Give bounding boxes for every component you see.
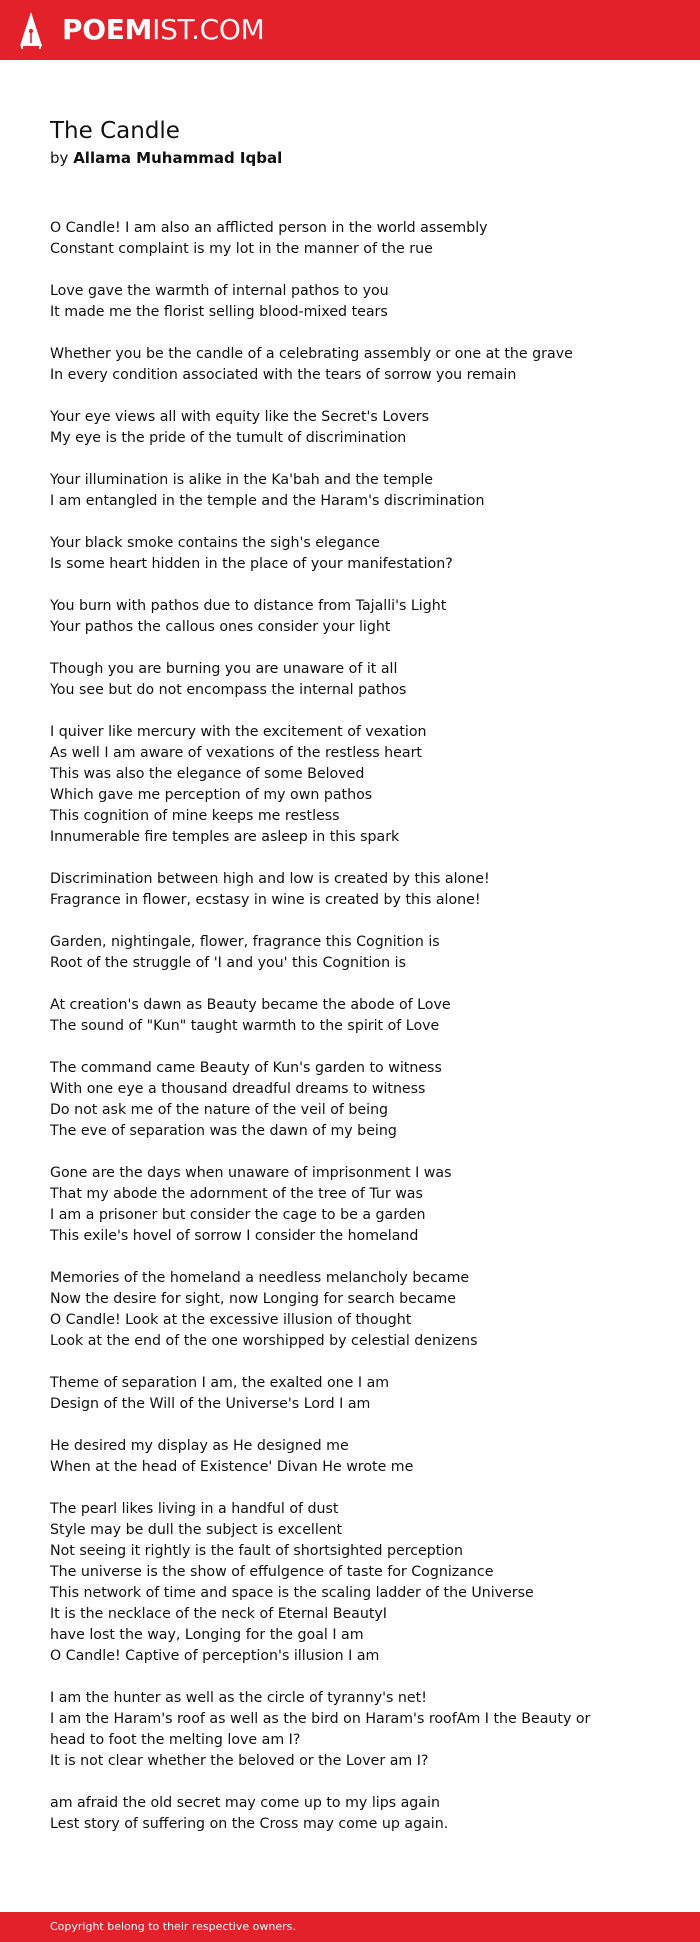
poem-stanza — [50, 407, 650, 449]
poem-line: I quiver like mercury with the excitement of vexation — [50, 724, 427, 740]
poem-line: head to foot the melting love am I? — [50, 1732, 301, 1748]
poem-stanza — [50, 1793, 650, 1835]
poem-line: He desired my display as He designed me — [50, 1438, 349, 1454]
poem-line: The pearl likes living in a handful of dust — [50, 1501, 339, 1517]
poem-line: Do not ask me of the nature of the veil of being — [50, 1102, 389, 1118]
poem-line: O Candle! I am also an afflicted person in the world assembly — [50, 220, 488, 236]
poem-stanza — [50, 1058, 650, 1142]
logo-light-text: IST.COM — [152, 13, 265, 46]
poem-line: The universe is the show of effulgence of taste for Cognizance — [50, 1564, 494, 1580]
poem-stanza — [50, 1163, 650, 1247]
poem-stanza — [50, 218, 650, 260]
poem-stanza — [50, 281, 650, 323]
poem-line: Innumerable fire temples are asleep in this spark — [50, 829, 400, 845]
copyright-text: Copyright belong to their respective owners. — [50, 1920, 296, 1933]
poem-stanza — [50, 659, 650, 701]
poem-line: Memories of the homeland a needless melancholy became — [50, 1270, 470, 1286]
poem-line: Fragrance in flower, ecstasy in wine is created by this alone! — [50, 892, 481, 908]
poem-stanza — [50, 1499, 650, 1667]
poem-title: The Candle — [50, 118, 180, 144]
poem-line: Look at the end of the one worshipped by celestial denizens — [50, 1333, 478, 1349]
poem-line: In every condition associated with the tears of sorrow you remain — [50, 367, 517, 383]
poem-line: Style may be dull the subject is excellent — [50, 1522, 343, 1538]
poem-stanza — [50, 596, 650, 638]
poem-stanza — [50, 344, 650, 386]
pen-nib-icon[interactable] — [18, 10, 44, 50]
poem-line: It is the necklace of the neck of Eternal BeautyI — [50, 1606, 387, 1622]
poem-line: At creation's dawn as Beauty became the abode of Love — [50, 997, 451, 1013]
poem-line: Gone are the days when unaware of imprisonment I was — [50, 1165, 452, 1181]
poem-line: The sound of "Kun" taught warmth to the spirit of Love — [50, 1018, 440, 1034]
poem-line: Is some heart hidden in the place of your manifestation? — [50, 556, 453, 572]
poem-line: Design of the Will of the Universe's Lord I am — [50, 1396, 371, 1412]
poem-line: Now the desire for sight, now Longing for search became — [50, 1291, 456, 1307]
poem-line: Your eye views all with equity like the Secret's Lovers — [50, 409, 430, 425]
poem-line: I am the hunter as well as the circle of tyranny's net! — [50, 1690, 427, 1706]
poem-line: When at the head of Existence' Divan He wrote me — [50, 1459, 414, 1475]
poem-line: This was also the elegance of some Beloved — [50, 766, 365, 782]
poem-line: Lest story of suffering on the Cross may come up again. — [50, 1816, 449, 1832]
poem-body — [50, 218, 650, 1856]
poem-stanza — [50, 932, 650, 974]
poem-line: am afraid the old secret may come up to my lips again — [50, 1795, 440, 1811]
site-logo[interactable] — [62, 13, 265, 47]
poem-line: This cognition of mine keeps me restless — [50, 808, 340, 824]
poem-line: Which gave me perception of my own pathos — [50, 787, 373, 803]
site-header — [0, 0, 700, 60]
poem-line: I am a prisoner but consider the cage to be a garden — [50, 1207, 426, 1223]
poem-line: Your pathos the callous ones consider your light — [50, 619, 391, 635]
poem-stanza — [50, 1688, 650, 1772]
by-label: by — [50, 149, 69, 167]
poem-line: Not seeing it rightly is the fault of shortsighted perception — [50, 1543, 463, 1559]
poem-stanza — [50, 1436, 650, 1478]
poem-line: I am the Haram's roof as well as the bird on Haram's roofAm I the Beauty or — [50, 1711, 591, 1727]
byline — [50, 148, 282, 168]
poem-line: As well I am aware of vexations of the restless heart — [50, 745, 422, 761]
poem-line: My eye is the pride of the tumult of discrimination — [50, 430, 407, 446]
poem-line: You burn with pathos due to distance from Tajalli's Light — [50, 598, 447, 614]
poem-line: That my abode the adornment of the tree of Tur was — [50, 1186, 423, 1202]
poem-line: have lost the way, Longing for the goal I am — [50, 1627, 364, 1643]
poem-stanza — [50, 995, 650, 1037]
poem-line: Your illumination is alike in the Ka'bah and the temple — [50, 472, 433, 488]
poem-stanza — [50, 869, 650, 911]
poem-stanza — [50, 1268, 650, 1352]
poem-line: Constant complaint is my lot in the manner of the rue — [50, 241, 433, 257]
poem-line: This exile's hovel of sorrow I consider the homeland — [50, 1228, 419, 1244]
poem-line: Whether you be the candle of a celebrating assembly or one at the grave — [50, 346, 573, 362]
poem-line: Root of the struggle of 'I and you' this Cognition is — [50, 955, 407, 971]
logo-bold-text: POEM — [62, 13, 153, 46]
poem-line: The eve of separation was the dawn of my being — [50, 1123, 397, 1139]
poem-stanza — [50, 470, 650, 512]
poem-line: It is not clear whether the beloved or the Lover am I? — [50, 1753, 429, 1769]
author-name[interactable]: Allama Muhammad Iqbal — [73, 149, 283, 167]
poem-line: With one eye a thousand dreadful dreams to witness — [50, 1081, 426, 1097]
poem-line: O Candle! Look at the excessive illusion of thought — [50, 1312, 412, 1328]
poem-line: O Candle! Captive of perception's illusion I am — [50, 1648, 380, 1664]
poem-stanza — [50, 1373, 650, 1415]
poem-stanza — [50, 533, 650, 575]
poem-line: I am entangled in the temple and the Haram's discrimination — [50, 493, 485, 509]
site-footer — [0, 1912, 700, 1942]
poem-stanza — [50, 722, 650, 848]
poem-line: Love gave the warmth of internal pathos to you — [50, 283, 389, 299]
poem-line: You see but do not encompass the internal pathos — [50, 682, 407, 698]
poem-line: Garden, nightingale, flower, fragrance this Cognition is — [50, 934, 440, 950]
poem-line: Discrimination between high and low is created by this alone! — [50, 871, 490, 887]
poem-line: Your black smoke contains the sigh's elegance — [50, 535, 380, 551]
poem-line: It made me the florist selling blood-mixed tears — [50, 304, 388, 320]
poem-line: The command came Beauty of Kun's garden to witness — [50, 1060, 442, 1076]
poem-line: Though you are burning you are unaware of it all — [50, 661, 398, 677]
poem-line: Theme of separation I am, the exalted one I am — [50, 1375, 390, 1391]
poem-line: This network of time and space is the scaling ladder of the Universe — [50, 1585, 534, 1601]
